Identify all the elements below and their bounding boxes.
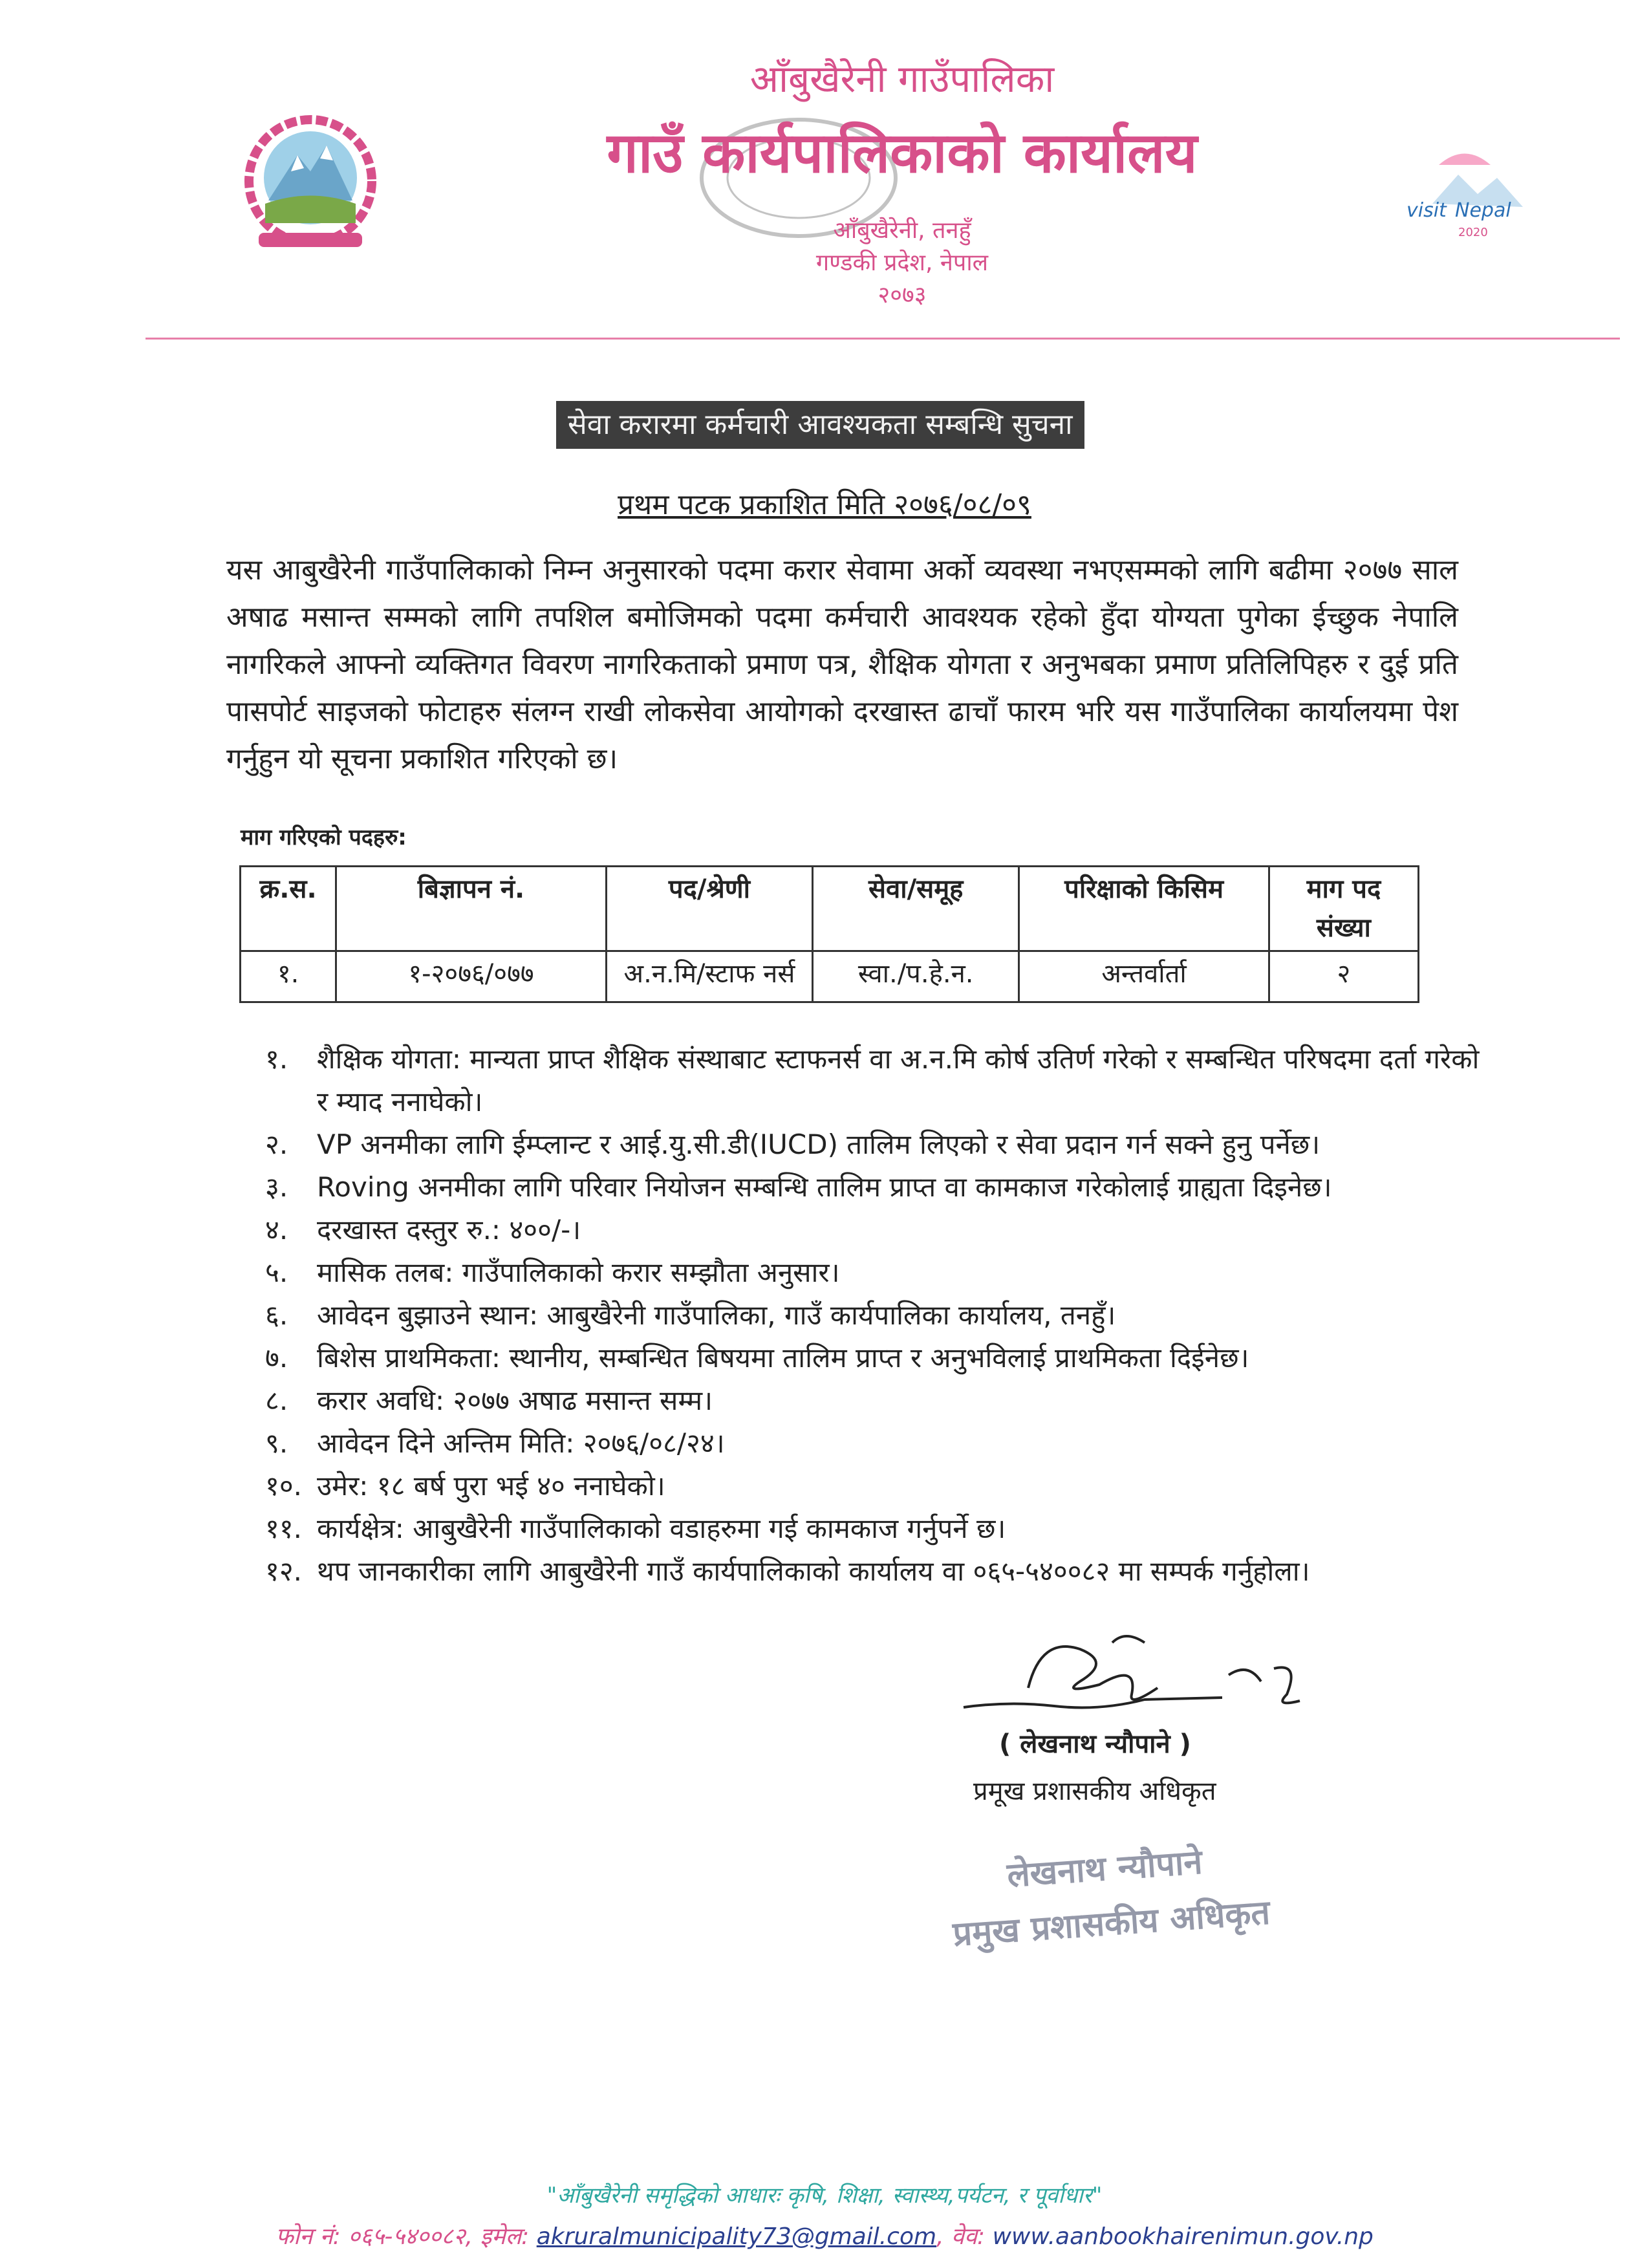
list-item [265,1550,1494,1593]
posts-table [239,865,1419,1003]
item-number: ४. [265,1214,288,1246]
footer-contact [0,2219,1649,2251]
table-header-row [241,867,1419,951]
item-number: ९. [265,1427,288,1459]
svg-text:visit: visit [1406,199,1447,222]
signature-icon [951,1623,1326,1733]
item-number: ११. [265,1513,303,1544]
item-text: मासिक तलब: गाउँपालिकाको करार सम्झौता अनुसार। [317,1257,840,1288]
cell-post-count: २ [1269,951,1418,1002]
list-item [265,1507,1494,1550]
item-number: १२. [265,1555,303,1587]
item-number: ६. [265,1299,288,1331]
item-number: ८. [265,1385,288,1416]
list-item [265,1251,1494,1294]
list-item [265,1337,1494,1379]
item-number: १०. [265,1470,303,1502]
item-number: २. [265,1129,288,1160]
list-item [265,1422,1494,1465]
signatory-designation: प्रमूख प्रशासकीय अधिकृत [973,1777,1216,1806]
municipality-name: आँबुखैरेनी गाउँपालिका [749,57,1055,101]
established-year: २०७३ [878,282,927,308]
footer-email-link[interactable]: akruralmunicipality73@gmail.com [536,2223,937,2250]
item-text: Roving अनमीका लागि परिवार नियोजन सम्बन्धि तालिम प्राप्त वा कामकाज गरेकोलाई ग्राह्यता दिइनेछ। [317,1171,1332,1203]
notice-body: यस आबुखैरेनी गाउँपालिकाको निम्न अनुसारको पदमा करार सेवामा अर्को व्यवस्था नभएसम्मको लागि बढीमा २०७७ साल अषाढ मसान्त सम्मको लागि तपशिल बमोजिमको पदमा कर्मचारी आवश्यक रहेको हुँदा योग्यता पुगेका ईच्छुक नेपालि नागरिकले आफ्नो व्यक्तिगत विवरण नागरिकताको प्रमाण पत्र, शैक्षिक योगता र अनुभबका प्रमाण प्रतिलिपिहरु र दुई प्रति पासपोर्ट साइजको फोटाहरु संलग्न राखी लोकसेवा आयोगको दरखास्त ढाचाँ फारम भरि यस गाउँपालिका कार्यालयमा पेश गर्नुहुन यो सूचना प्रकाशित गरिएको छ। [226,554,1458,775]
seal-name: लेखनाथ न्यौपाने [1006,1842,1204,1895]
col-serial: क्र.स. [241,867,336,951]
item-text: उमेर: १८ बर्ष पुरा भई ४० ननाघेको। [317,1470,665,1502]
official-seal [947,1824,1303,1965]
address-line1: आँबुखैरेनी, तनहुँ [833,217,971,244]
col-post: पद/श्रेणी [606,867,812,951]
footer-web-label: , वेव: [936,2223,993,2250]
published-date: प्रथम पटक प्रकाशित मिति २०७६/०८/०९ [618,488,1031,521]
item-text: दरखास्त दस्तुर रु.: ४००/-। [317,1214,581,1246]
item-number: ५. [265,1257,288,1288]
item-text: शैक्षिक योगता: मान्यता प्राप्त शैक्षिक संस्थाबाट स्टाफनर्स वा अ.न.मि कोर्ष उतिर्ण गरेको र सम्बन्धित परिषदमा दर्ता गरेको र म्याद ननाघेको। [317,1043,1480,1118]
col-post-count: माग पद संख्या [1269,867,1418,951]
cell-ad-number: १-२०७६/०७७ [336,951,607,1002]
seal-designation: प्रमुख प्रशासकीय अधिकृत [951,1893,1271,1954]
item-text: करार अवधि: २०७७ अषाढ मसान्त सम्म। [317,1385,713,1416]
list-item [265,1465,1494,1507]
cell-post: अ.न.मि/स्टाफ नर्स [606,951,812,1002]
item-number: ३. [265,1171,288,1203]
list-item [265,1294,1494,1337]
list-item [265,1209,1494,1251]
conditions-list [265,1038,1494,1593]
table-row [241,951,1419,1002]
item-text: कार्यक्षेत्र: आबुखैरेनी गाउँपालिकाको वडाहरुमा गई कामकाज गर्नुपर्ने छ। [317,1513,1006,1544]
footer-website-link[interactable]: www.aanbookhairenimun.gov.np [992,2223,1374,2250]
svg-text:2020: 2020 [1458,226,1488,239]
item-number: ७. [265,1342,288,1374]
footer-slogan: "आँबुखैरेनी समृद्धिको आधारः कृषि, शिक्षा, स्वास्थ्य,पर्यटन, र पूर्वाधार" [546,2183,1103,2209]
signatory-name: ( लेखनाथ न्यौपाने ) [999,1729,1191,1759]
posts-table-caption: माग गरिएको पदहरु: [241,825,407,850]
item-number: १. [265,1043,288,1075]
col-ad-number: बिज्ञापन नं. [336,867,607,951]
item-text: थप जानकारीका लागि आबुखैरेनी गाउँ कार्यपालिकाको कार्यालय वा ०६५-५४००८२ मा सम्पर्क गर्नुहोला। [317,1555,1310,1587]
list-item [265,1038,1494,1123]
header-divider [146,338,1620,340]
address-line2: गण्डकी प्रदेश, नेपाल [815,250,989,276]
cell-exam-type: अन्तर्वार्ता [1019,951,1269,1002]
item-text: आवेदन दिने अन्तिम मिति: २०७६/०८/२४। [317,1427,725,1459]
visit-nepal-logo-icon [1394,146,1536,249]
col-exam-type: परिक्षाको किसिम [1019,867,1269,951]
col-service: सेवा/समूह [813,867,1019,951]
item-text: बिशेस प्राथमिकता: स्थानीय, सम्बन्धित बिषयमा तालिम प्राप्त र अनुभविलाई प्राथमिकता दिईनेछ। [317,1342,1249,1374]
list-item [265,1123,1494,1166]
office-name: गाउँ कार्यपालिकाको कार्यालय [607,121,1198,186]
cell-serial: १. [241,951,336,1002]
svg-text:Nepal: Nepal [1455,199,1511,222]
cell-service: स्वा./प.हे.न. [813,951,1019,1002]
notice-title: सेवा करारमा कर्मचारी आवश्यकता सम्बन्धि सुचना [556,401,1084,449]
list-item [265,1166,1494,1209]
item-text: आवेदन बुझाउने स्थान: आबुखैरेनी गाउँपालिका, गाउँ कार्यपालिका कार्यालय, तनहुँ। [317,1299,1116,1331]
footer-phone: फोन नं: ०६५-५४००८२, इमेल: [275,2223,537,2250]
list-item [265,1379,1494,1422]
item-text: VP अनमीका लागि ईम्प्लान्ट र आई.यु.सी.डी(IUCD) तालिम लिएको र सेवा प्रदान गर्न सक्ने हुनु पर्नेछ। [317,1129,1320,1160]
